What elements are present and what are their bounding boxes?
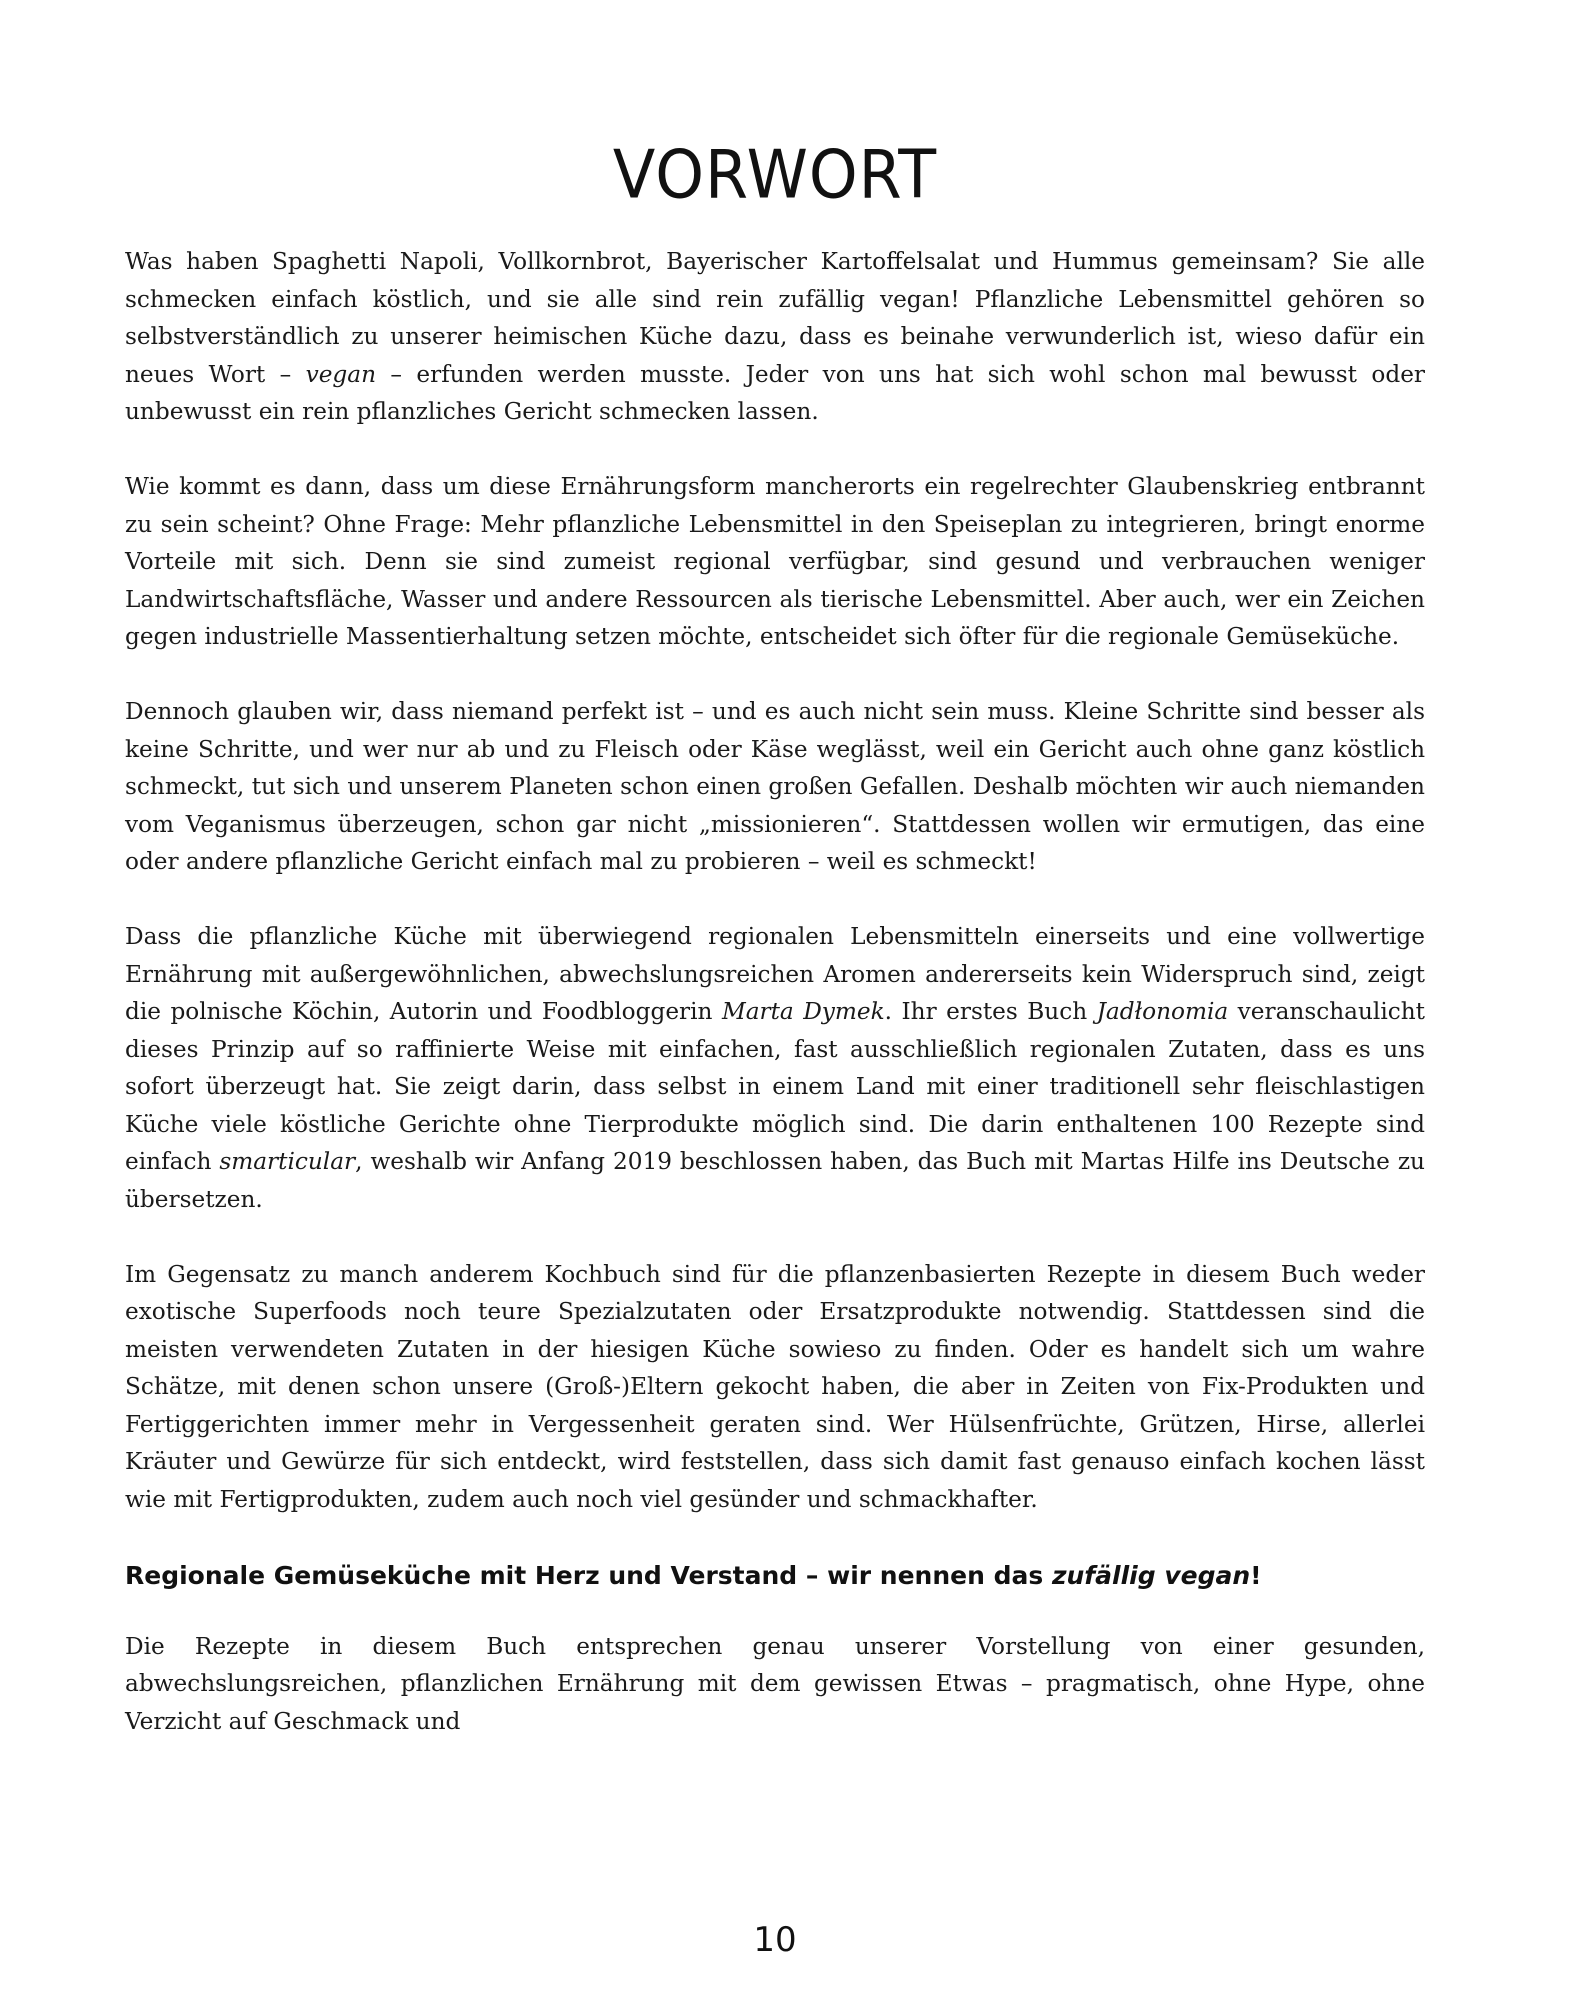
subheading-end: ! xyxy=(1250,1560,1262,1590)
final-paragraph: Die Rezepte in diesem Buch entsprechen genau unserer Vorstellung von einer gesunden, abwechslungsreichen, pflanzlichen Ernährung mit dem gewissen Etwas – pragmatisch, ohne Hype, ohne Verzicht auf Geschmack und xyxy=(125,1632,1425,1735)
paragraph-list xyxy=(125,243,1425,1518)
paragraph-italic-text: Marta Dymek xyxy=(721,998,885,1025)
paragraph-text: veranschaulicht dieses Prinzip auf so raffinierte Weise mit einfachen, fast ausschließlich regionalen Zutaten, dass es uns sofort überzeugt hat. Sie zeigt darin, dass selbst in einem Land mit einer traditionell sehr fleischlastigen Küche viele köstliche Gerichte ohne Tierprodukte möglich sind. Die darin enthaltenen 100 Rezepte sind einfach xyxy=(125,998,1425,1175)
paragraph xyxy=(125,468,1425,656)
paragraph-text: Was haben Spaghetti Napoli, Vollkornbrot, Bayerischer Kartoffelsalat und Hummus gemeinsam? Sie alle schmecken einfach köstlich, und sie alle sind rein zufällig vegan! Pflanzliche Lebensmittel gehören so selbstverständlich zu unserer heimischen Küche dazu, dass es beinahe verwunderlich ist, wieso dafür ein neues Wort – xyxy=(125,248,1425,388)
paragraph-italic-text: vegan xyxy=(305,360,377,388)
paragraph-italic-text: smarticular xyxy=(219,1148,356,1175)
paragraph-text: . Ihr erstes Buch xyxy=(884,998,1097,1025)
body-text xyxy=(125,243,1425,1778)
subheading-text: Regionale Gemüseküche mit Herz und Verstand – wir nennen das xyxy=(125,1560,1052,1590)
paragraph-text: Dass die pflanzliche Küche mit überwiegend regionalen Lebensmitteln einerseits und eine vollwertige Ernährung mit außergewöhnlichen, abwechslungsreichen Aromen andererseits kein Widerspruch sind, zeigt die polnische Köchin, Autorin und Foodbloggerin xyxy=(125,923,1425,1025)
paragraph-text: , weshalb wir Anfang 2019 beschlossen haben, das Buch mit Martas Hilfe ins Deutsche zu übersetzen. xyxy=(125,1148,1425,1213)
paragraph xyxy=(125,693,1425,881)
subheading-italic: zufällig vegan xyxy=(1051,1560,1251,1590)
subheading xyxy=(125,1556,1425,1596)
page-title: VORWORT xyxy=(612,135,938,214)
paragraph xyxy=(125,243,1425,431)
paragraph-text: – erfunden werden musste. Jeder von uns hat sich wohl schon mal bewusst oder unbewusst ein rein pflanzliches Gericht schmecken lassen. xyxy=(125,360,1425,425)
paragraph-text: Im Gegensatz zu manch anderem Kochbuch sind für die pflanzenbasierten Rezepte in diesem Buch weder exotische Superfoods noch teure Spezialzutaten oder Ersatzprodukte notwendig. Stattdessen sind die meisten verwendeten Zutaten in der hiesigen Küche sowieso zu finden. Oder es handelt sich um wahre Schätze, mit denen schon unsere (Groß-)Eltern gekocht haben, die aber in Zeiten von Fix-Produkten und Fertiggerichten immer mehr in Vergessenheit geraten sind. Wer Hülsenfrüchte, Grützen, Hirse, allerlei Kräuter und Gewürze für sich entdeckt, wird feststellen, dass sich damit fast genauso einfach kochen lässt wie mit Fertigprodukten, zudem auch noch viel gesünder und schmackhafter. xyxy=(125,1260,1425,1513)
paragraph xyxy=(125,1256,1425,1519)
paragraph-text: Wie kommt es dann, dass um diese Ernährungsform mancherorts ein regelrechter Glaubenskrieg entbrannt zu sein scheint? Ohne Frage: Mehr pflanzliche Lebensmittel in den Speiseplan zu integrieren, bringt enorme Vorteile mit sich. Denn sie sind zumeist regional verfügbar, sind gesund und verbrauchen weniger Landwirtschaftsfläche, Wasser und andere Ressourcen als tierische Lebensmittel. Aber auch, wer ein Zeichen gegen industrielle Massentierhaltung setzen möchte, entscheidet sich öfter für die regionale Gemüseküche. xyxy=(125,473,1425,650)
paragraph xyxy=(125,918,1425,1218)
paragraph-italic-text: Jadłonomia xyxy=(1096,998,1229,1025)
book-page xyxy=(125,0,1425,2000)
page-number: 10 xyxy=(753,1920,797,1960)
paragraph-text: Dennoch glauben wir, dass niemand perfekt ist – und es auch nicht sein muss. Kleine Schritte sind besser als keine Schritte, und wer nur ab und zu Fleisch oder Käse weglässt, weil ein Gericht auch ohne ganz köstlich schmeckt, tut sich und unserem Planeten schon einen großen Gefallen. Deshalb möchten wir auch niemanden vom Veganismus überzeugen, schon gar nicht „missionieren“. Stattdessen wollen wir ermutigen, das eine oder andere pflanzliche Gericht einfach mal zu probieren – weil es schmeckt! xyxy=(125,698,1425,875)
